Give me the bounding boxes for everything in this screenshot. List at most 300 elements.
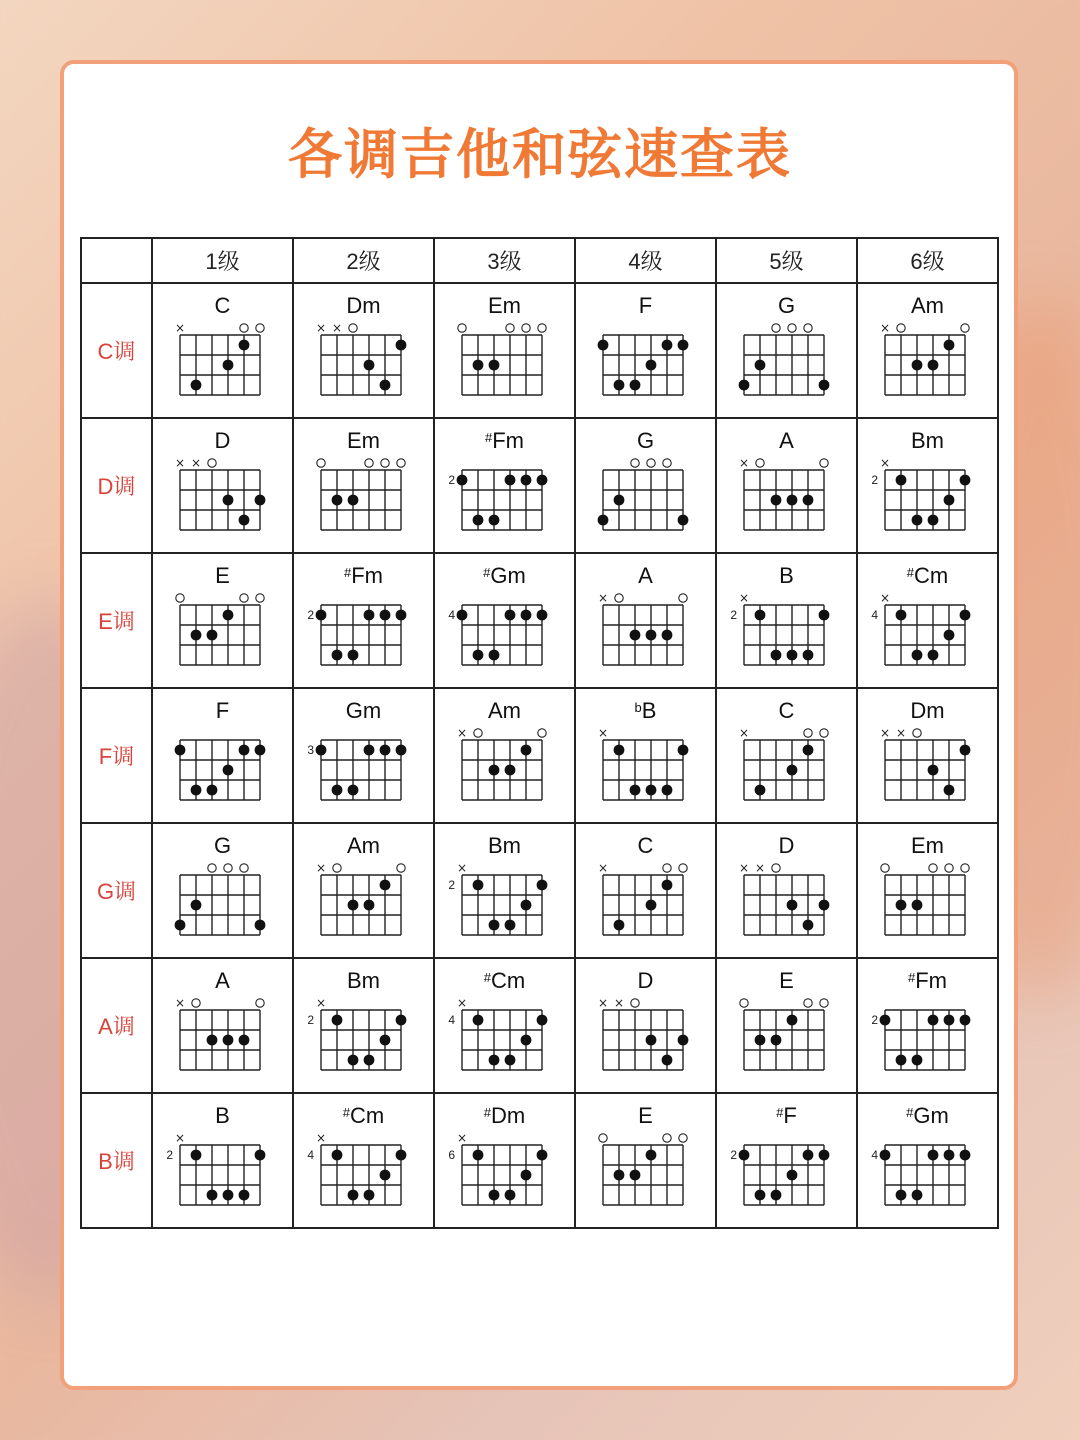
chord-cell [716, 688, 857, 823]
finger-dot [912, 1190, 923, 1201]
finger-dot [896, 1055, 907, 1066]
finger-dot [803, 650, 814, 661]
finger-dot [819, 610, 830, 621]
finger-dot [207, 630, 218, 641]
finger-dot [912, 515, 923, 526]
chord-diagram [294, 1094, 433, 1227]
finger-dot [473, 1150, 484, 1161]
finger-dot [175, 920, 186, 931]
chord-grid [80, 237, 999, 1229]
finger-dot [662, 340, 673, 351]
open-string-marker [333, 864, 341, 872]
chord-cell [293, 688, 434, 823]
finger-dot [819, 900, 830, 911]
finger-dot [207, 1035, 218, 1046]
muted-string-marker: × [597, 996, 609, 1010]
chord-root: Fm [492, 428, 524, 453]
fret-number: 3 [307, 743, 314, 757]
finger-dot [255, 920, 266, 931]
chord-diagram [435, 554, 574, 687]
finger-dot [396, 745, 407, 756]
key-label: D调 [81, 418, 152, 553]
finger-dot [364, 360, 375, 371]
finger-dot [771, 1190, 782, 1201]
chord-cell [716, 823, 857, 958]
key-label: E调 [81, 553, 152, 688]
open-string-marker [365, 459, 373, 467]
muted-string-marker: × [174, 456, 186, 470]
chord-root: Gm [490, 563, 526, 588]
chord-root: Am [488, 698, 521, 723]
finger-dot [239, 1035, 250, 1046]
chord-diagram [435, 1094, 574, 1227]
chord-cell [152, 418, 293, 553]
finger-dot [944, 340, 955, 351]
finger-dot [316, 745, 327, 756]
finger-dot [678, 745, 689, 756]
chord-diagram [717, 1094, 856, 1227]
chord-root: E [779, 968, 794, 993]
finger-dot [505, 920, 516, 931]
finger-dot [364, 1190, 375, 1201]
chord-diagram [153, 284, 292, 417]
finger-dot [348, 1190, 359, 1201]
open-string-marker [176, 594, 184, 602]
open-string-marker [772, 864, 780, 872]
open-string-marker [740, 999, 748, 1007]
finger-dot [348, 495, 359, 506]
chord-root: Bm [347, 968, 380, 993]
fret-number: 2 [730, 1148, 737, 1162]
open-string-marker [679, 1134, 687, 1142]
open-string-marker [538, 324, 546, 332]
chord-cell [575, 418, 716, 553]
accidental: b [634, 700, 642, 715]
finger-dot [191, 900, 202, 911]
finger-dot [348, 650, 359, 661]
muted-string-marker: × [879, 726, 891, 740]
chord-cell [716, 418, 857, 553]
degree-header: 5级 [716, 238, 857, 283]
finger-dot [614, 920, 625, 931]
finger-dot [473, 650, 484, 661]
header-row [81, 238, 998, 283]
finger-dot [223, 610, 234, 621]
finger-dot [771, 650, 782, 661]
muted-string-marker: × [190, 456, 202, 470]
open-string-marker [522, 324, 530, 332]
accidental: # [483, 1105, 491, 1120]
chord-diagram [294, 419, 433, 552]
finger-dot [960, 610, 971, 621]
chord-root: C [214, 293, 231, 318]
open-string-marker [647, 459, 655, 467]
finger-dot [348, 1055, 359, 1066]
chord-root: Bm [911, 428, 944, 453]
key-label: C调 [81, 283, 152, 418]
chord-root: D [778, 833, 795, 858]
chord-cell [293, 283, 434, 418]
finger-dot [819, 1150, 830, 1161]
degree-header: 4级 [575, 238, 716, 283]
open-string-marker [679, 594, 687, 602]
finger-dot [803, 745, 814, 756]
finger-dot [944, 1015, 955, 1026]
finger-dot [396, 610, 407, 621]
chord-cell [857, 688, 998, 823]
chord-diagram [576, 1094, 715, 1227]
finger-dot [473, 360, 484, 371]
chord-root: C [778, 698, 795, 723]
finger-dot [755, 785, 766, 796]
finger-dot [787, 495, 798, 506]
finger-dot [646, 630, 657, 641]
muted-string-marker: × [597, 591, 609, 605]
open-string-marker [961, 864, 969, 872]
finger-dot [896, 610, 907, 621]
open-string-marker [506, 324, 514, 332]
accidental: # [483, 565, 491, 580]
finger-dot [880, 1150, 891, 1161]
accidental: # [906, 1105, 914, 1120]
finger-dot [630, 630, 641, 641]
chord-cell [293, 823, 434, 958]
open-string-marker [663, 864, 671, 872]
muted-string-marker: × [456, 726, 468, 740]
finger-dot [489, 650, 500, 661]
finger-dot [960, 745, 971, 756]
open-string-marker [256, 324, 264, 332]
finger-dot [380, 610, 391, 621]
muted-string-marker: × [879, 456, 891, 470]
finger-dot [944, 495, 955, 506]
chord-root: Am [347, 833, 380, 858]
muted-string-marker: × [597, 861, 609, 875]
finger-dot [880, 1015, 891, 1026]
chord-diagram [153, 824, 292, 957]
finger-dot [537, 880, 548, 891]
chord-root: A [779, 428, 794, 453]
finger-dot [380, 880, 391, 891]
muted-string-marker: × [174, 996, 186, 1010]
key-row [81, 823, 998, 958]
accidental: # [906, 565, 914, 580]
muted-string-marker: × [174, 321, 186, 335]
open-string-marker [820, 459, 828, 467]
finger-dot [630, 1170, 641, 1181]
finger-dot [771, 495, 782, 506]
chord-root: Bm [488, 833, 521, 858]
chord-root: F [638, 293, 653, 318]
finger-dot [598, 340, 609, 351]
finger-dot [521, 900, 532, 911]
finger-dot [912, 650, 923, 661]
finger-dot [928, 650, 939, 661]
open-string-marker [897, 324, 905, 332]
fret-number: 2 [307, 1013, 314, 1027]
finger-dot [646, 1035, 657, 1046]
finger-dot [457, 475, 468, 486]
fret-number: 4 [871, 1148, 878, 1162]
open-string-marker [224, 864, 232, 872]
finger-dot [755, 1190, 766, 1201]
chord-root: Em [347, 428, 380, 453]
chord-root: Em [488, 293, 521, 318]
open-string-marker [756, 459, 764, 467]
open-string-marker [208, 864, 216, 872]
finger-dot [787, 650, 798, 661]
finger-dot [191, 380, 202, 391]
open-string-marker [929, 864, 937, 872]
accidental: # [485, 430, 493, 445]
open-string-marker [804, 729, 812, 737]
chord-root: Gm [913, 1103, 949, 1128]
finger-dot [457, 610, 468, 621]
open-string-marker [663, 1134, 671, 1142]
chord-root: C [637, 833, 654, 858]
muted-string-marker: × [895, 726, 907, 740]
chord-diagram [717, 419, 856, 552]
accidental: # [344, 565, 352, 580]
accidental: # [483, 970, 491, 985]
finger-dot [332, 495, 343, 506]
chord-diagram [153, 959, 292, 1092]
open-string-marker [240, 594, 248, 602]
chord-diagram [435, 284, 574, 417]
key-label: A调 [81, 958, 152, 1093]
finger-dot [537, 1150, 548, 1161]
muted-string-marker: × [754, 861, 766, 875]
open-string-marker [397, 864, 405, 872]
finger-dot [191, 785, 202, 796]
fret-number: 2 [871, 1013, 878, 1027]
finger-dot [614, 745, 625, 756]
chord-cell [857, 1093, 998, 1228]
chord-cell [857, 283, 998, 418]
finger-dot [896, 1190, 907, 1201]
fret-number: 4 [448, 1013, 455, 1027]
finger-dot [928, 1015, 939, 1026]
finger-dot [505, 765, 516, 776]
finger-dot [614, 1170, 625, 1181]
finger-dot [332, 1015, 343, 1026]
chord-diagram [717, 284, 856, 417]
chord-root: Cm [350, 1103, 385, 1128]
chord-diagram [294, 824, 433, 957]
open-string-marker [788, 324, 796, 332]
chord-diagram [858, 419, 997, 552]
finger-dot [646, 900, 657, 911]
muted-string-marker: × [456, 996, 468, 1010]
chord-root: G [636, 428, 655, 453]
finger-dot [678, 340, 689, 351]
finger-dot [521, 1035, 532, 1046]
finger-dot [332, 785, 343, 796]
chord-diagram [858, 959, 997, 1092]
finger-dot [803, 920, 814, 931]
chord-diagram [153, 1094, 292, 1227]
finger-dot [489, 1190, 500, 1201]
open-string-marker [881, 864, 889, 872]
chord-root: E [215, 563, 230, 588]
muted-string-marker: × [738, 861, 750, 875]
chord-diagram [717, 554, 856, 687]
degree-header: 3级 [434, 238, 575, 283]
fret-number: 2 [871, 473, 878, 487]
accidental: # [776, 1105, 784, 1120]
chord-cell [857, 823, 998, 958]
open-string-marker [381, 459, 389, 467]
finger-dot [630, 785, 641, 796]
chord-cell [716, 553, 857, 688]
chord-root: F [215, 698, 230, 723]
chord-cell [152, 283, 293, 418]
chord-cell [293, 1093, 434, 1228]
open-string-marker [913, 729, 921, 737]
finger-dot [912, 900, 923, 911]
chord-cell [575, 823, 716, 958]
chord-cell [575, 688, 716, 823]
fret-number: 2 [448, 473, 455, 487]
muted-string-marker: × [738, 591, 750, 605]
open-string-marker [961, 324, 969, 332]
chord-cell [716, 1093, 857, 1228]
finger-dot [473, 880, 484, 891]
finger-dot [207, 1190, 218, 1201]
chord-root: Fm [351, 563, 383, 588]
finger-dot [505, 1190, 516, 1201]
key-row [81, 553, 998, 688]
muted-string-marker: × [315, 1131, 327, 1145]
key-label: B调 [81, 1093, 152, 1228]
chord-diagram [858, 1094, 997, 1227]
open-string-marker [208, 459, 216, 467]
open-string-marker [804, 999, 812, 1007]
finger-dot [473, 515, 484, 526]
finger-dot [928, 765, 939, 776]
chord-cell [152, 823, 293, 958]
chord-root: B [779, 563, 794, 588]
chord-cell [857, 553, 998, 688]
finger-dot [255, 745, 266, 756]
open-string-marker [945, 864, 953, 872]
chord-cell [152, 1093, 293, 1228]
chord-root: D [214, 428, 231, 453]
finger-dot [662, 880, 673, 891]
chord-diagram [153, 689, 292, 822]
finger-dot [787, 1170, 798, 1181]
finger-dot [364, 610, 375, 621]
finger-dot [662, 630, 673, 641]
chord-diagram [435, 824, 574, 957]
chord-root: Fm [915, 968, 947, 993]
finger-dot [489, 515, 500, 526]
finger-dot [630, 380, 641, 391]
finger-dot [662, 1055, 673, 1066]
finger-dot [521, 610, 532, 621]
chord-diagram [435, 689, 574, 822]
corner-cell [81, 238, 152, 283]
finger-dot [505, 475, 516, 486]
open-string-marker [240, 864, 248, 872]
open-string-marker [474, 729, 482, 737]
finger-dot [255, 495, 266, 506]
finger-dot [896, 475, 907, 486]
chord-diagram [435, 959, 574, 1092]
finger-dot [223, 1190, 234, 1201]
chord-root: A [638, 563, 653, 588]
finger-dot [960, 1015, 971, 1026]
fret-number: 2 [166, 1148, 173, 1162]
open-string-marker [599, 1134, 607, 1142]
finger-dot [489, 1055, 500, 1066]
muted-string-marker: × [613, 996, 625, 1010]
fret-number: 2 [307, 608, 314, 622]
finger-dot [944, 630, 955, 641]
chord-root: E [638, 1103, 653, 1128]
chord-cell [434, 688, 575, 823]
chord-cell [434, 823, 575, 958]
chord-cell [434, 283, 575, 418]
chord-diagram [294, 284, 433, 417]
chord-diagram [576, 554, 715, 687]
finger-dot [191, 1150, 202, 1161]
chord-diagram [858, 689, 997, 822]
finger-dot [223, 495, 234, 506]
finger-dot [364, 1055, 375, 1066]
open-string-marker [397, 459, 405, 467]
chord-root: Cm [914, 563, 949, 588]
chord-root: G [213, 833, 232, 858]
open-string-marker [256, 999, 264, 1007]
chord-root: Dm [491, 1103, 526, 1128]
degree-header: 6级 [857, 238, 998, 283]
finger-dot [803, 1150, 814, 1161]
chord-cell [575, 553, 716, 688]
finger-dot [598, 515, 609, 526]
open-string-marker [615, 594, 623, 602]
chord-diagram [576, 284, 715, 417]
finger-dot [489, 920, 500, 931]
open-string-marker [804, 324, 812, 332]
page-title: 各调吉他和弦速查表 [288, 123, 792, 186]
key-label: G调 [81, 823, 152, 958]
finger-dot [223, 360, 234, 371]
finger-dot [396, 1015, 407, 1026]
finger-dot [755, 610, 766, 621]
chord-diagram [294, 959, 433, 1092]
finger-dot [928, 360, 939, 371]
key-row [81, 1093, 998, 1228]
finger-dot [537, 610, 548, 621]
chord-root: Am [911, 293, 944, 318]
finger-dot [380, 380, 391, 391]
chord-cell [575, 283, 716, 418]
finger-dot [537, 475, 548, 486]
muted-string-marker: × [174, 1131, 186, 1145]
finger-dot [614, 495, 625, 506]
finger-dot [380, 1170, 391, 1181]
degree-header: 1级 [152, 238, 293, 283]
muted-string-marker: × [456, 861, 468, 875]
finger-dot [896, 900, 907, 911]
finger-dot [537, 1015, 548, 1026]
finger-dot [255, 1150, 266, 1161]
finger-dot [739, 380, 750, 391]
chord-diagram [858, 554, 997, 687]
chord-root: G [777, 293, 796, 318]
chord-root: B [215, 1103, 230, 1128]
